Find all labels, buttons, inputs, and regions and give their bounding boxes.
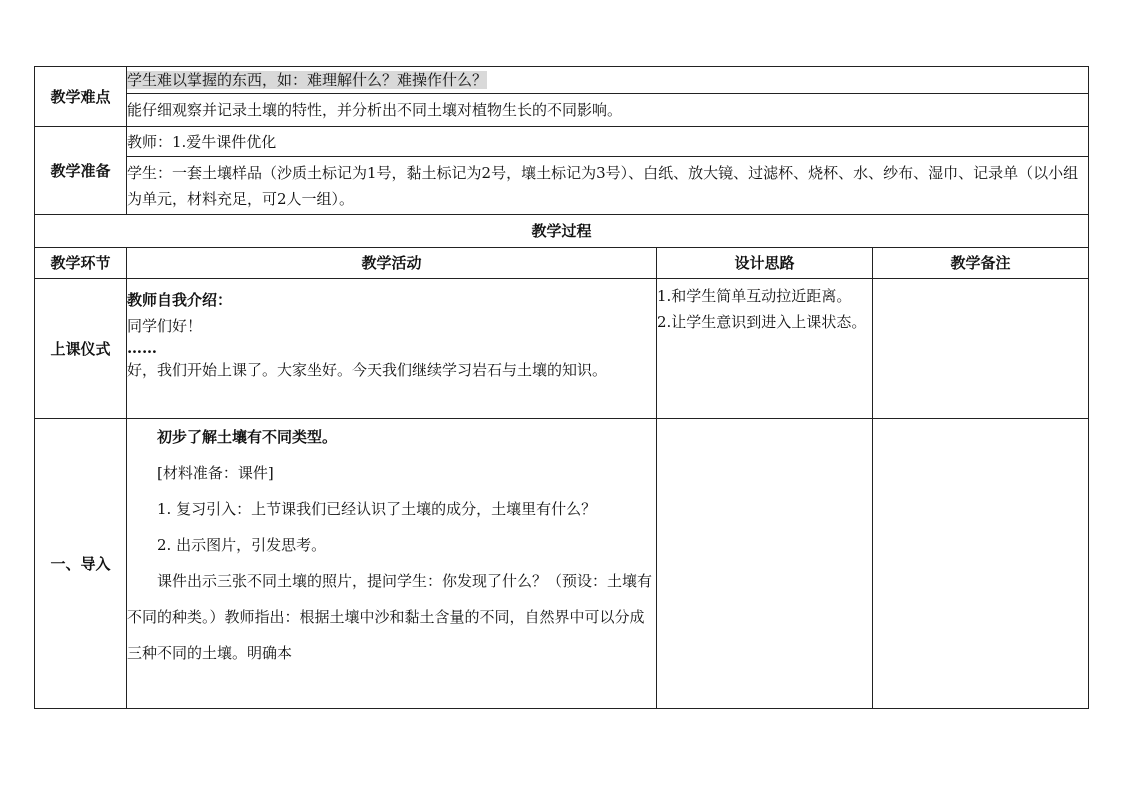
activity-heading: 教师自我介绍： bbox=[127, 291, 233, 309]
design-line: 2.让学生意识到进入上课状态。 bbox=[657, 313, 867, 331]
column-header-row bbox=[35, 248, 1089, 279]
notes-cell bbox=[873, 279, 1089, 419]
preparation-student: 学生：一套土壤样品（沙质土标记为1号，黏土标记为2号，壤土标记为3号）、白纸、放大镜、过滤杯、烧杯、水、纱布、湿巾、记录单（以小组为单元，材料充足，可2人一组）。 bbox=[127, 157, 1089, 215]
col-notes-header: 教学备注 bbox=[873, 248, 1089, 279]
activity-cell bbox=[127, 419, 657, 709]
process-title: 教学过程 bbox=[35, 215, 1089, 248]
activity-cell bbox=[127, 279, 657, 419]
difficulty-label: 教学难点 bbox=[35, 67, 127, 127]
col-design-header: 设计思路 bbox=[657, 248, 873, 279]
preparation-teacher: 教师：1.爱牛课件优化 bbox=[127, 127, 1089, 157]
lesson-plan-table bbox=[34, 66, 1089, 709]
activity-line: …… bbox=[127, 339, 157, 357]
table-row bbox=[35, 419, 1089, 709]
activity-line: 同学们好！ bbox=[127, 317, 203, 335]
preparation-label: 教学准备 bbox=[35, 127, 127, 215]
difficulty-prompt: 学生难以掌握的东西，如：难理解什么？难操作什么？ bbox=[127, 71, 488, 89]
difficulty-content: 能仔细观察并记录土壤的特性，并分析出不同土壤对植物生长的不同影响。 bbox=[127, 94, 1089, 127]
activity-line: 好，我们开始上课了。大家坐好。今天我们继续学习岩石与土壤的知识。 bbox=[127, 361, 608, 379]
activity-line: 2. 出示图片，引发思考。 bbox=[157, 536, 327, 554]
difficulty-prompt-cell bbox=[127, 67, 1089, 94]
design-cell bbox=[657, 279, 873, 419]
stage-label: 一、导入 bbox=[35, 419, 127, 709]
activity-heading: 初步了解土壤有不同类型。 bbox=[157, 428, 338, 446]
design-line: 1.和学生简单互动拉近距离。 bbox=[657, 287, 852, 305]
notes-cell bbox=[873, 419, 1089, 709]
col-activity-header: 教学活动 bbox=[127, 248, 657, 279]
design-cell bbox=[657, 419, 873, 709]
stage-label: 上课仪式 bbox=[35, 279, 127, 419]
activity-line: 1. 复习引入：上节课我们已经认识了土壤的成分，土壤里有什么？ bbox=[157, 500, 597, 518]
table-row bbox=[35, 279, 1089, 419]
activity-line: 课件出示三张不同土壤的照片，提问学生：你发现了什么？（预设：土壤有不同的种类。）教师指出：根据土壤中沙和黏土含量的不同，自然界中可以分成三种不同的土壤。明确本 bbox=[127, 572, 653, 662]
activity-line: [材料准备：课件] bbox=[157, 464, 274, 482]
col-stage-header: 教学环节 bbox=[35, 248, 127, 279]
